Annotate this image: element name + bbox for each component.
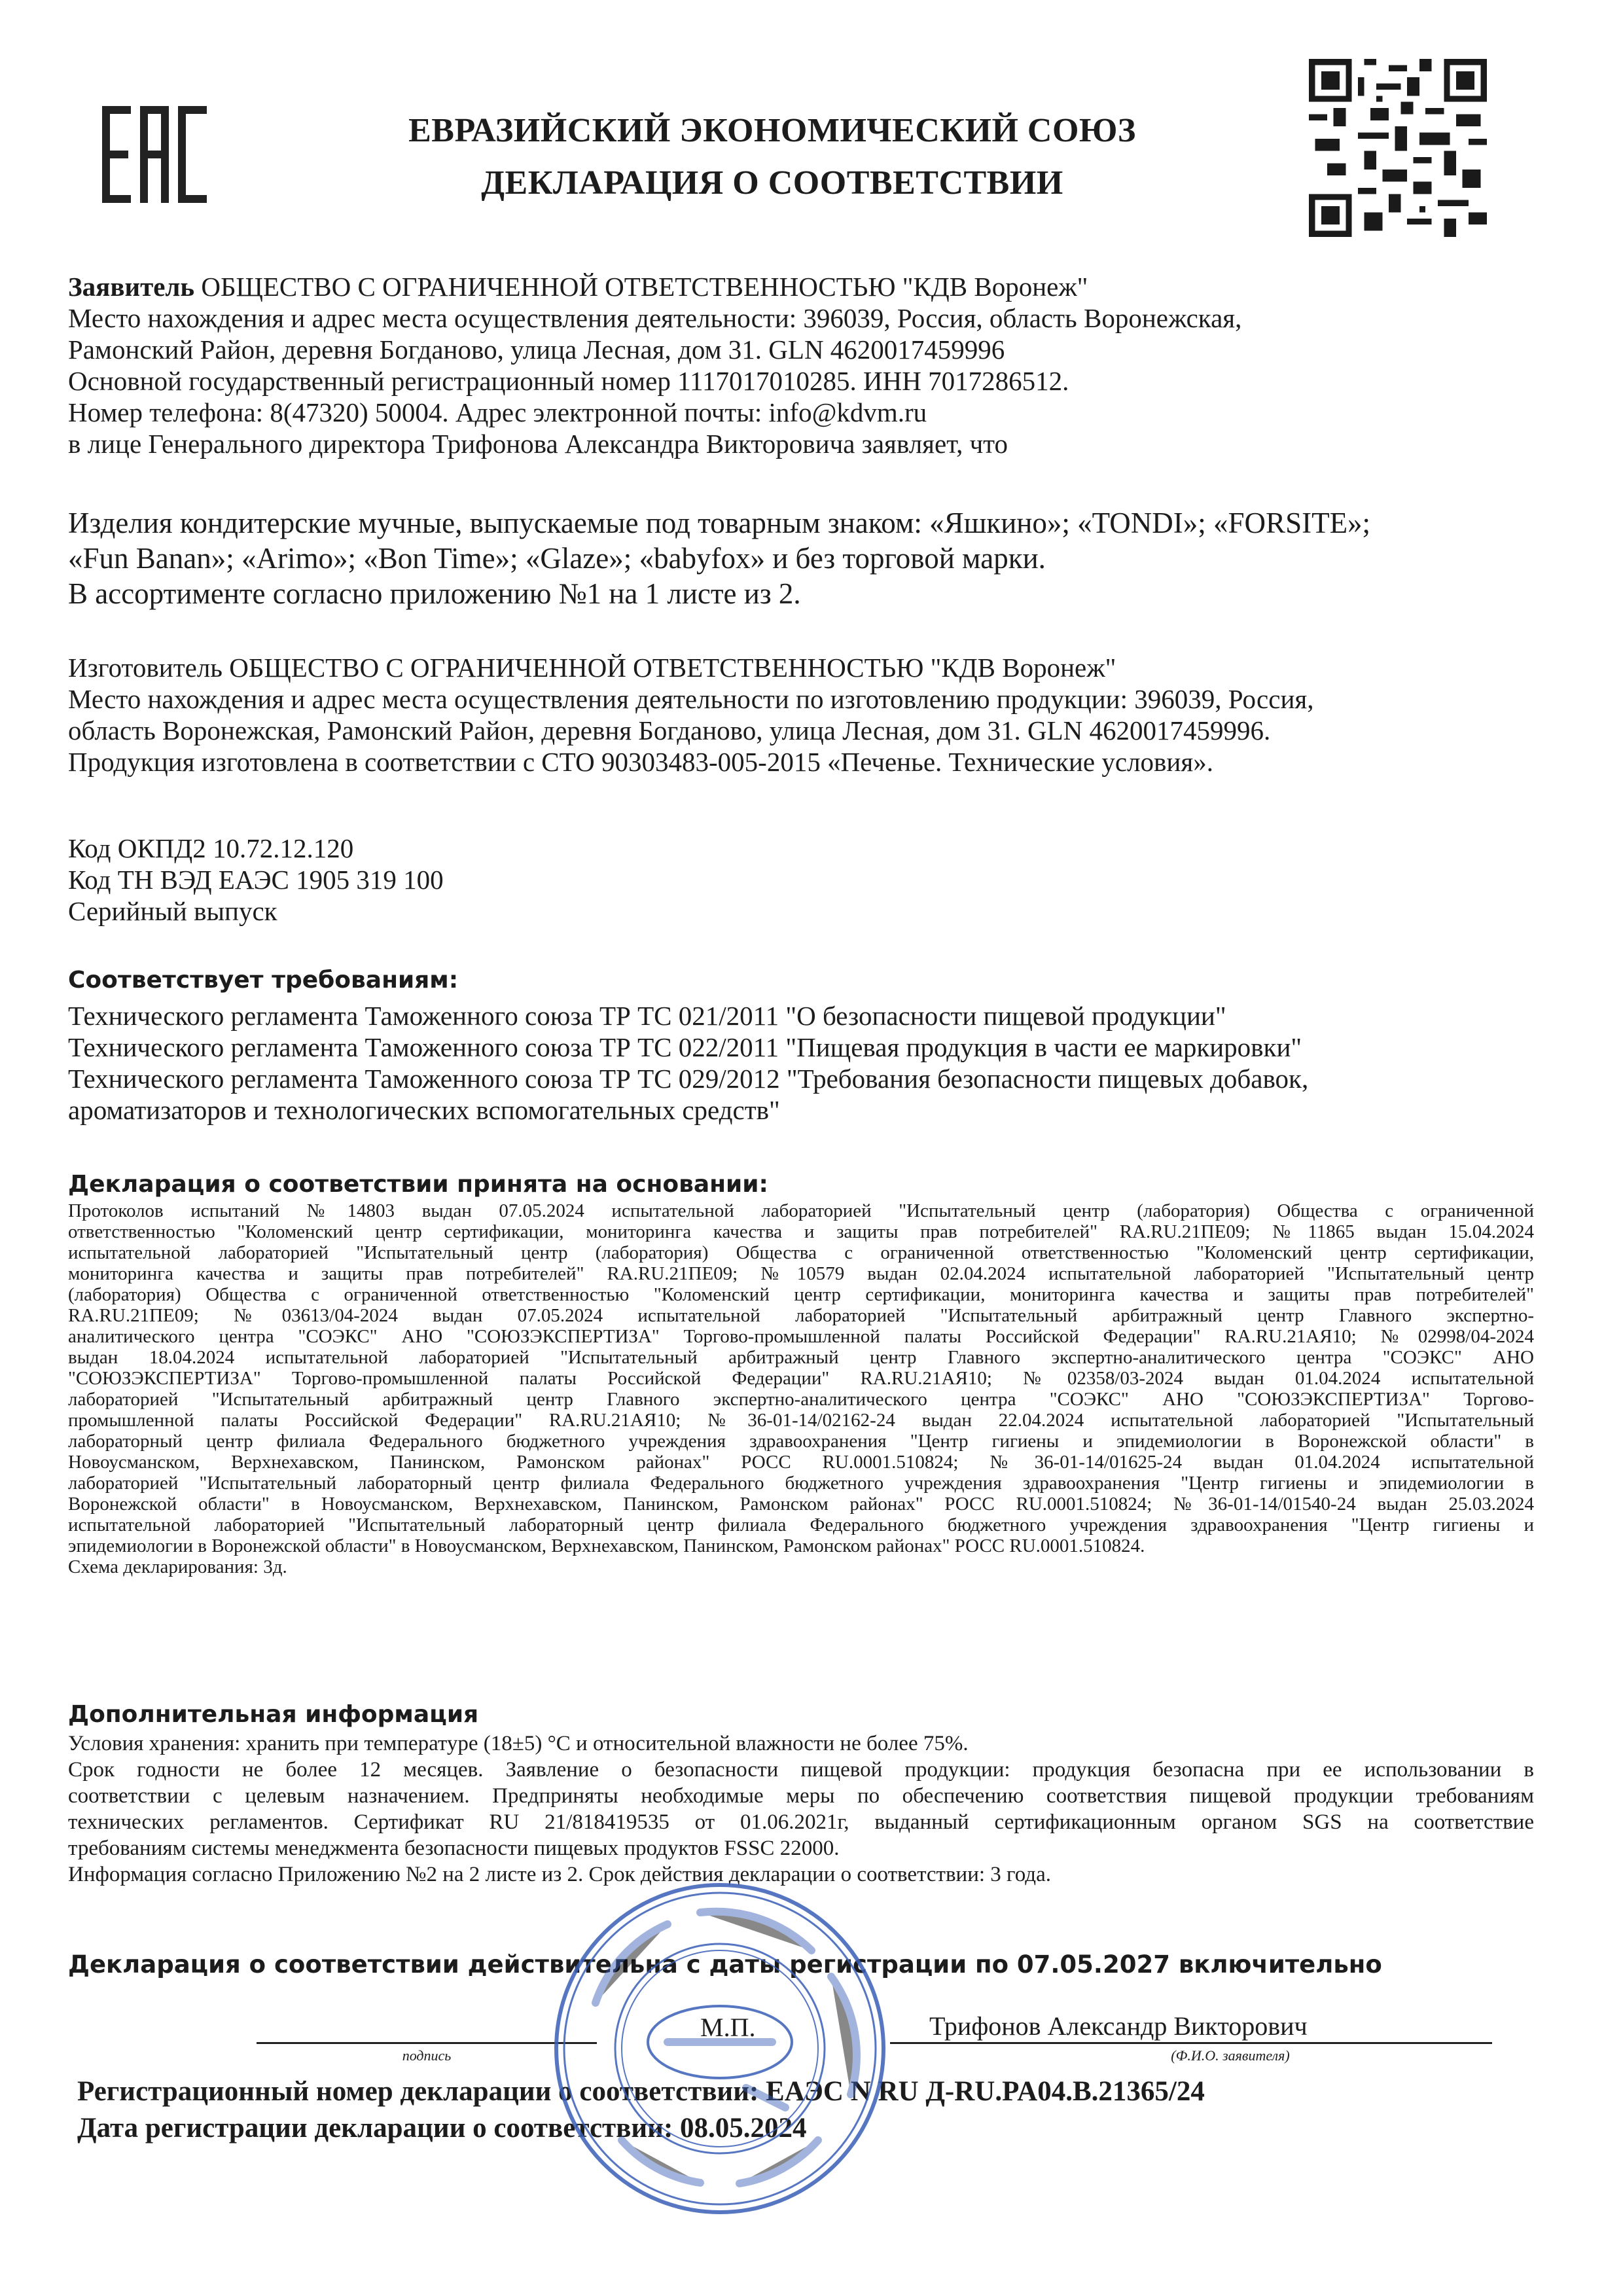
registration-date: Дата регистрации декларации о соответствии: 08.05.2024	[77, 2113, 807, 2144]
requirement-line: Технического регламента Таможенного союза ТР ТС 022/2011 "Пищевая продукция в части ее маркировки"	[68, 1032, 1302, 1062]
basis-line: промышленной палаты Российской Федерации" RA.RU.21АЯ10; №36-01-14/02162-24 выдан 22.04.2024 испытательной лабораторией "Испытательный	[68, 1410, 1534, 1431]
additional-info-line: требованиям системы менеджмента безопасности пищевых продуктов FSSC 22000.	[68, 1837, 840, 1860]
signer-name: Трифонов Александр Викторович	[929, 2011, 1308, 2041]
product-section	[68, 505, 1534, 611]
company-stamp	[550, 1878, 890, 2219]
basis-line: (лаборатория) Общества с ограниченной ответственностью "Коломенский центр сертификации, мониторинга качества и защиты прав потребителей"	[68, 1284, 1534, 1305]
release-type: Серийный выпуск	[68, 896, 277, 926]
basis-line: эпидемиологии в Воронежской области" в Новоусманском, Верхнехавском, Панинском, Рамонском районах" РОСС RU.0001.510824.	[68, 1535, 1145, 1556]
requirement-line: Технического регламента Таможенного союза ТР ТС 021/2011 "О безопасности пищевой продукции"	[68, 1001, 1226, 1031]
manufacturer-line-1: Изготовитель ОБЩЕСТВО С ОГРАНИЧЕННОЙ ОТВЕТСТВЕННОСТЬЮ "КДВ Воронеж"	[68, 653, 1116, 683]
applicant-address-line-1: Место нахождения и адрес места осуществления деятельности: 396039, Россия, область Воронежская,	[68, 303, 1242, 333]
title-line-1: ЕВРАЗИЙСКИЙ ЭКОНОМИЧЕСКИЙ СОЮЗ	[408, 112, 1136, 149]
basis-heading: Декларация о соответствии принята на основании:	[68, 1171, 768, 1198]
additional-info-line: Информация согласно Приложению №2 на 2 листе из 2. Срок действия декларации о соответствии: 3 года.	[68, 1863, 1051, 1886]
registration-number: Регистрационный номер декларации о соответствии: ЕАЭС N RU Д-RU.PA04.B.21365/24	[77, 2076, 1205, 2107]
additional-info-line: соответствии с целевым назначением. Предприняты необходимые меры по обеспечению соответствия пищевой продукции требованиям	[68, 1784, 1534, 1808]
manufacturer-section	[68, 652, 1534, 778]
title-line-2: ДЕКЛАРАЦИЯ О СООТВЕТСТВИИ	[481, 164, 1063, 202]
basis-line: аналитического центра "СОЭКС" АНО "СОЮЗЭКСПЕРТИЗА" Торгово-промышленной палаты Российской Федерации" RA.RU.21АЯ10; №02998/04-2024	[68, 1326, 1534, 1347]
applicant-section	[68, 271, 1534, 459]
validity-statement: Декларация о соответствии действительна с даты регистрации по 07.05.2027 включительно	[68, 1950, 1382, 1979]
basis-line: RA.RU.21ПЕ09; №03613/04-2024 выдан 07.05.2024 испытательной лабораторией "Испытательный арбитражный центр Главного экспертно-	[68, 1305, 1534, 1326]
applicant-line-1	[68, 271, 1534, 302]
basis-line: испытательной лабораторией "Испытательный лабораторный центр филиала Федерального бюджетного учреждения здравоохранения "Центр гигиены и	[68, 1515, 1534, 1535]
basis-line: Протоколов испытаний №14803 выдан 07.05.2024 испытательной лабораторией "Испытательный центр (лаборатория) Общества с ограниченной	[68, 1200, 1534, 1221]
requirements-heading: Соответствует требованиям:	[68, 967, 459, 994]
basis-line: выдан 18.04.2024 испытательной лабораторией "Испытательный арбитражный центр Главного экспертно-аналитического центра "СОЭКС" АНО	[68, 1347, 1534, 1368]
basis-line: Воронежской области" в Новоусманском, Верхнехавском, Панинском, Рамонском районах" РОСС RU.0001.510824; №36-01-14/01540-24 выдан 25.03.2024	[68, 1494, 1534, 1515]
applicant-name: ОБЩЕСТВО С ОГРАНИЧЕННОЙ ОТВЕТСТВЕННОСТЬЮ "КДВ Воронеж"	[194, 272, 1088, 302]
applicant-ogrn-inn: Основной государственный регистрационный номер 1117017010285. ИНН 7017286512.	[68, 366, 1069, 396]
additional-info-line: Условия хранения: хранить при температуре (18±5) °С и относительной влажности не более 75%.	[68, 1732, 969, 1755]
applicant-contacts: Номер телефона: 8(47320) 50004. Адрес электронной почты: info@kdvm.ru	[68, 397, 927, 427]
basis-line: лабораторией "Испытательный арбитражный центр Главного экспертно-аналитического центра "СОЭКС" АНО "СОЮЗЭКСПЕРТИЗА" Торгово-	[68, 1389, 1534, 1410]
declaration-scheme: Схема декларирования: 3д.	[68, 1556, 287, 1577]
additional-info-line: Срок годности не более 12 месяцев. Заявление о безопасности пищевой продукции: продукция безопасна при ее использовании в	[68, 1758, 1534, 1782]
product-line-3: В ассортименте согласно приложению №1 на 1 листе из 2.	[68, 577, 801, 610]
basis-line: мониторинга качества и защиты прав потребителей" RA.RU.21ПЕ09; №10579 выдан 02.04.2024 испытательной лабораторией "Испытательный центр	[68, 1263, 1534, 1284]
additional-info-line: технических регламентов. Сертификат RU 21/818419535 от 01.06.2021г, выданный сертификационным органом SGS на соответствие	[68, 1810, 1534, 1834]
manufacturer-line-3: область Воронежская, Рамонский Район, деревня Богданово, улица Лесная, дом 31. GLN 4620017459996.	[68, 715, 1271, 745]
name-caption: (Ф.И.О. заявителя)	[1171, 2047, 1290, 2064]
requirement-line: Технического регламента Таможенного союза ТР ТС 029/2012 "Требования безопасности пищевых добавок,	[68, 1064, 1309, 1094]
basis-section	[68, 1172, 1534, 1577]
product-line-1: Изделия кондитерские мучные, выпускаемые под товарным знаком: «Яшкино»; «TONDI»; «FORSITE»;	[68, 507, 1371, 539]
name-line	[890, 2042, 1492, 2044]
basis-line: лабораторный центр филиала Федерального бюджетного учреждения здравоохранения "Центр гигиены и эпидемиологии в Воронежской области" в	[68, 1431, 1534, 1452]
seal-placeholder: М.П.	[700, 2013, 756, 2042]
signature-line	[257, 2042, 597, 2044]
signature-caption: подпись	[402, 2047, 452, 2064]
eac-logo-icon	[97, 97, 212, 212]
applicant-representative: в лице Генерального директора Трифонова Александра Викторовича заявляет, что	[68, 429, 1008, 459]
applicant-address-line-2: Рамонский Район, деревня Богданово, улица Лесная, дом 31. GLN 4620017459996	[68, 334, 1005, 365]
requirement-line: ароматизаторов и технологических вспомогательных средств"	[68, 1095, 780, 1125]
requirements-section	[68, 967, 1534, 1126]
basis-line: лабораторией "Испытательный лабораторный центр филиала Федерального бюджетного учреждения здравоохранения "Центр гигиены и эпидемиологии в	[68, 1473, 1534, 1494]
manufacturer-line-2: Место нахождения и адрес места осуществления деятельности по изготовлению продукции: 396039, Россия,	[68, 684, 1314, 714]
additional-info-section	[68, 1702, 1534, 1888]
applicant-label: Заявитель	[68, 272, 195, 302]
okpd-code: Код ОКПД2 10.72.12.120	[68, 833, 354, 863]
qr-code-icon	[1309, 59, 1487, 237]
basis-line: Новоусманском, Верхнехавском, Панинском, Рамонском районах" РОСС RU.0001.510824; №36-01-14/01625-24 выдан 01.04.2024 испытательной	[68, 1452, 1534, 1473]
basis-line: ответственностью "Коломенский центр сертификации, мониторинга качества и защиты прав потребителей" RA.RU.21ПЕ09; №11865 выдан 15.04.2024	[68, 1221, 1534, 1242]
document-title	[262, 105, 1283, 209]
basis-line: "СОЮЗЭКСПЕРТИЗА" Торгово-промышленной палаты Российской Федерации" RA.RU.21АЯ10; №02358/03-2024 выдан 01.04.2024 испытательной	[68, 1368, 1534, 1389]
tnved-code: Код ТН ВЭД ЕАЭС 1905 319 100	[68, 865, 444, 895]
basis-line: испытательной лабораторией "Испытательный центр (лаборатория) Общества с ограниченной ответственностью "Коломенский центр сертификации,	[68, 1242, 1534, 1263]
product-line-2: «Fun Banan»; «Arimo»; «Bon Time»; «Glaze»; «babyfox» и без торговой марки.	[68, 542, 1046, 575]
manufacturer-line-4: Продукция изготовлена в соответствии с СТО 90303483-005-2015 «Печенье. Технические условия».	[68, 747, 1213, 777]
additional-info-heading: Дополнительная информация	[68, 1701, 479, 1728]
codes-section	[68, 833, 1534, 927]
